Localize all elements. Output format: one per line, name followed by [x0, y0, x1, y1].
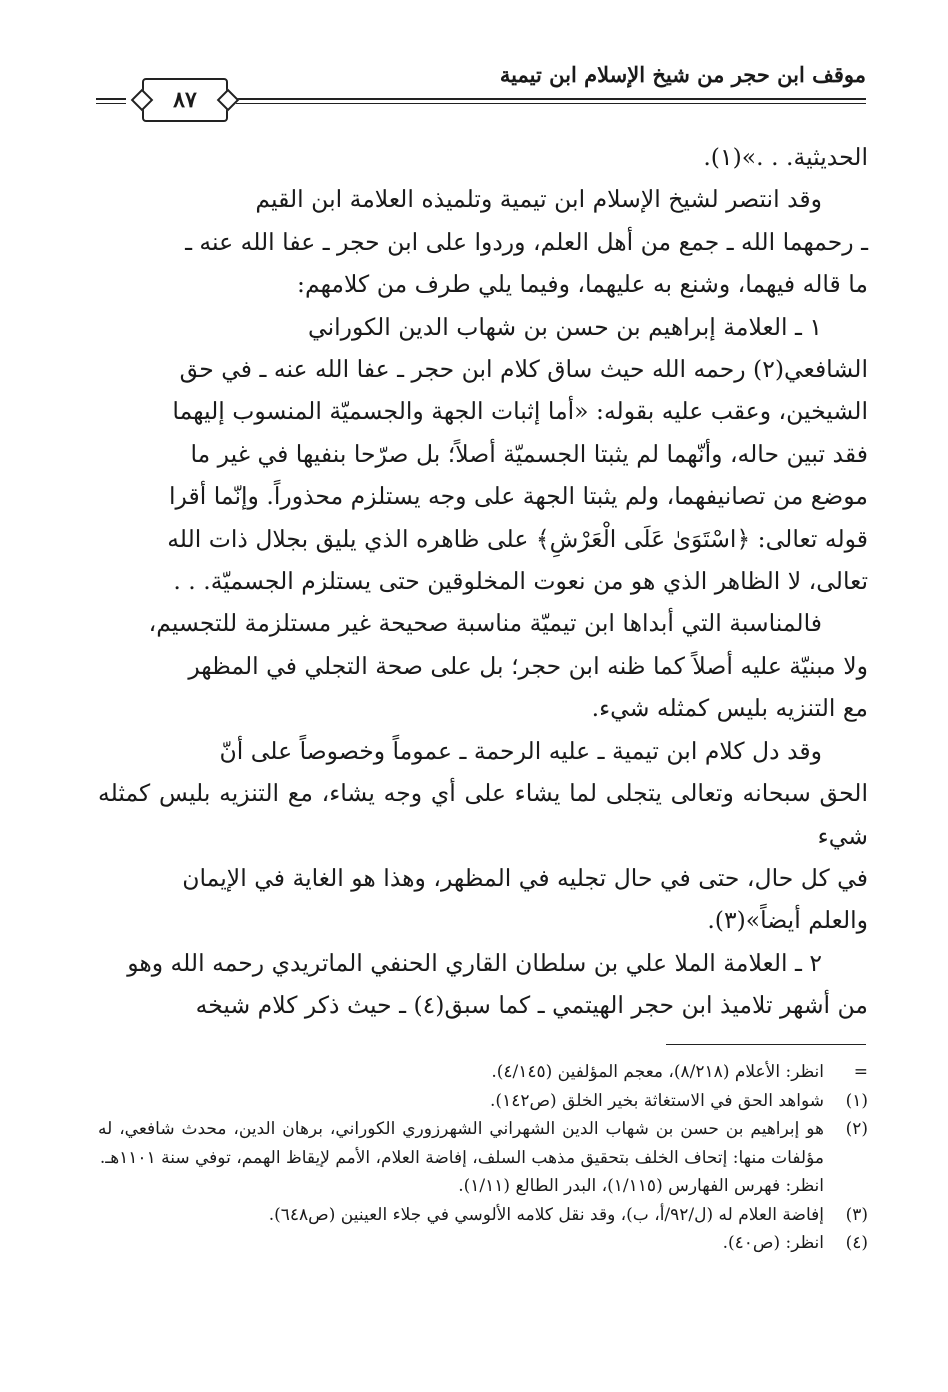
footnote-number: (٣) — [845, 1204, 868, 1225]
footnote-number: (١) — [845, 1090, 868, 1111]
header-rule-left-thin — [96, 103, 126, 104]
header-title: موقف ابن حجر من شيخ الإسلام ابن تيمية — [499, 62, 866, 87]
page-number-box — [142, 78, 228, 122]
header-rule-thin — [236, 103, 866, 104]
text-line: فقد تبين حاله، وأنّهما لم يثبتا الجسميّة أصلاً؛ بل صرّحا بنفيها في غير ما — [190, 439, 868, 468]
footnote — [98, 1058, 868, 1087]
running-header — [96, 58, 866, 128]
text-line: ولا مبنيّة عليه أصلاً كما ظنه ابن حجر؛ بل على صحة التجلي في المظهر — [188, 651, 868, 680]
text-line: مع التنزيه بليس كمثله شيء. — [591, 694, 868, 723]
text-line: الشافعي(٢) رحمه الله حيث ساق كلام ابن حجر ـ عفا الله عنه ـ في حق — [179, 355, 868, 384]
text-line: قوله تعالى: ﴿اسْتَوَىٰ عَلَى الْعَرْشِ﴾ على ظاهره الذي يليق بجلال ذات الله — [167, 524, 868, 553]
footnote — [98, 1087, 868, 1116]
text-line: موضع من تصانيفهما، ولم يثبتا الجهة على وجه يستلزم محذوراً. وإنّما أقرا — [169, 482, 868, 511]
text-line: ١ ـ العلامة إبراهيم بن حسن بن شهاب الدين الكوراني — [308, 312, 822, 341]
page-number: ٨٧ — [173, 87, 197, 113]
footnote-text: انظر: الأعلام (٨/٢١٨)، معجم المؤلفين (٤/١٤٥). — [491, 1062, 824, 1082]
main-text — [98, 136, 868, 1027]
text-line: ما قاله فيهما، وشنع به عليهما، وفيما يلي طرف من كلامهم: — [297, 270, 868, 299]
footnotes — [98, 1058, 868, 1258]
footnote-text: إفاضة العلام له (ل/٩٢/أ، ب)، وقد نقل كلامه الألوسي في جلاء العينين (ص٦٤٨). — [268, 1204, 824, 1225]
footnote-number: (٤) — [845, 1233, 868, 1253]
text-line: فالمناسبة التي أبداها ابن تيميّة مناسبة صحيحة غير مستلزمة للتجسيم، — [148, 609, 822, 638]
footnote-text: هو إبراهيم بن حسن بن شهاب الدين الشهراني الشهرزوري الكوراني، برهان الدين، محدث شافعي، له مؤلفات منها: إتحاف الخلف بتحقيق مذهب السلف، إفاضة العلام، الأمم لإيقاظ الهمم، توفي سنة ١١٠١هـ. — [98, 1119, 824, 1168]
text-line: في كل حال، حتى في حال تجليه في المظهر، وهذا هو الغاية في الإيمان — [182, 863, 868, 892]
footnote-number — [824, 1172, 868, 1201]
header-rule — [236, 98, 866, 100]
text-line: ـ رحمهما الله ـ جمع من أهل العلم، وردوا على ابن حجر ـ عفا الله عنه ـ — [185, 227, 868, 256]
footnote — [98, 1201, 868, 1230]
footnote-number: (٢) — [845, 1119, 868, 1139]
footnote-text: انظر: فهرس الفهارس (١/١١٥)، البدر الطالع (١/١١). — [458, 1176, 824, 1196]
footnote — [98, 1229, 868, 1258]
text-line: الشيخين، وعقب عليه بقوله: «أما إثبات الجهة والجسميّة المنسوب إليهما — [172, 397, 868, 426]
text-line: من أشهر تلاميذ ابن حجر الهيتمي ـ كما سبق(٤) ـ حيث ذكر كلام شيخه — [195, 991, 868, 1020]
footnote — [98, 1172, 868, 1201]
footnote-text: شواهد الحق في الاستغاثة بخير الخلق (ص١٤٢). — [490, 1090, 824, 1111]
text-line: الحديثية. . .»(١). — [703, 143, 868, 171]
text-line: تعالى، لا الظاهر الذي هو من نعوت المخلوقين حتى يستلزم الجسميّة. . . — [173, 567, 868, 596]
footnote-separator — [666, 1044, 866, 1045]
footnote — [98, 1115, 868, 1172]
text-line: وقد دل كلام ابن تيمية ـ عليه الرحمة ـ عموماً وخصوصاً على أنّ — [219, 736, 822, 765]
footnote-text: انظر: (ص٤٠). — [722, 1233, 824, 1253]
footnote-number: = — [853, 1062, 868, 1082]
text-line: وقد انتصر لشيخ الإسلام ابن تيمية وتلميذه العلامة ابن القيم — [255, 185, 822, 214]
text-line: والعلم أيضاً»(٣). — [707, 906, 868, 935]
header-rule-left — [96, 98, 126, 100]
text-line: ٢ ـ العلامة الملا علي بن سلطان القاري الحنفي الماتريدي رحمه الله وهو — [127, 948, 822, 977]
text-line: الحق سبحانه وتعالى يتجلى لما يشاء على أي وجه يشاء، مع التنزيه بليس كمثله شيء — [98, 779, 868, 850]
